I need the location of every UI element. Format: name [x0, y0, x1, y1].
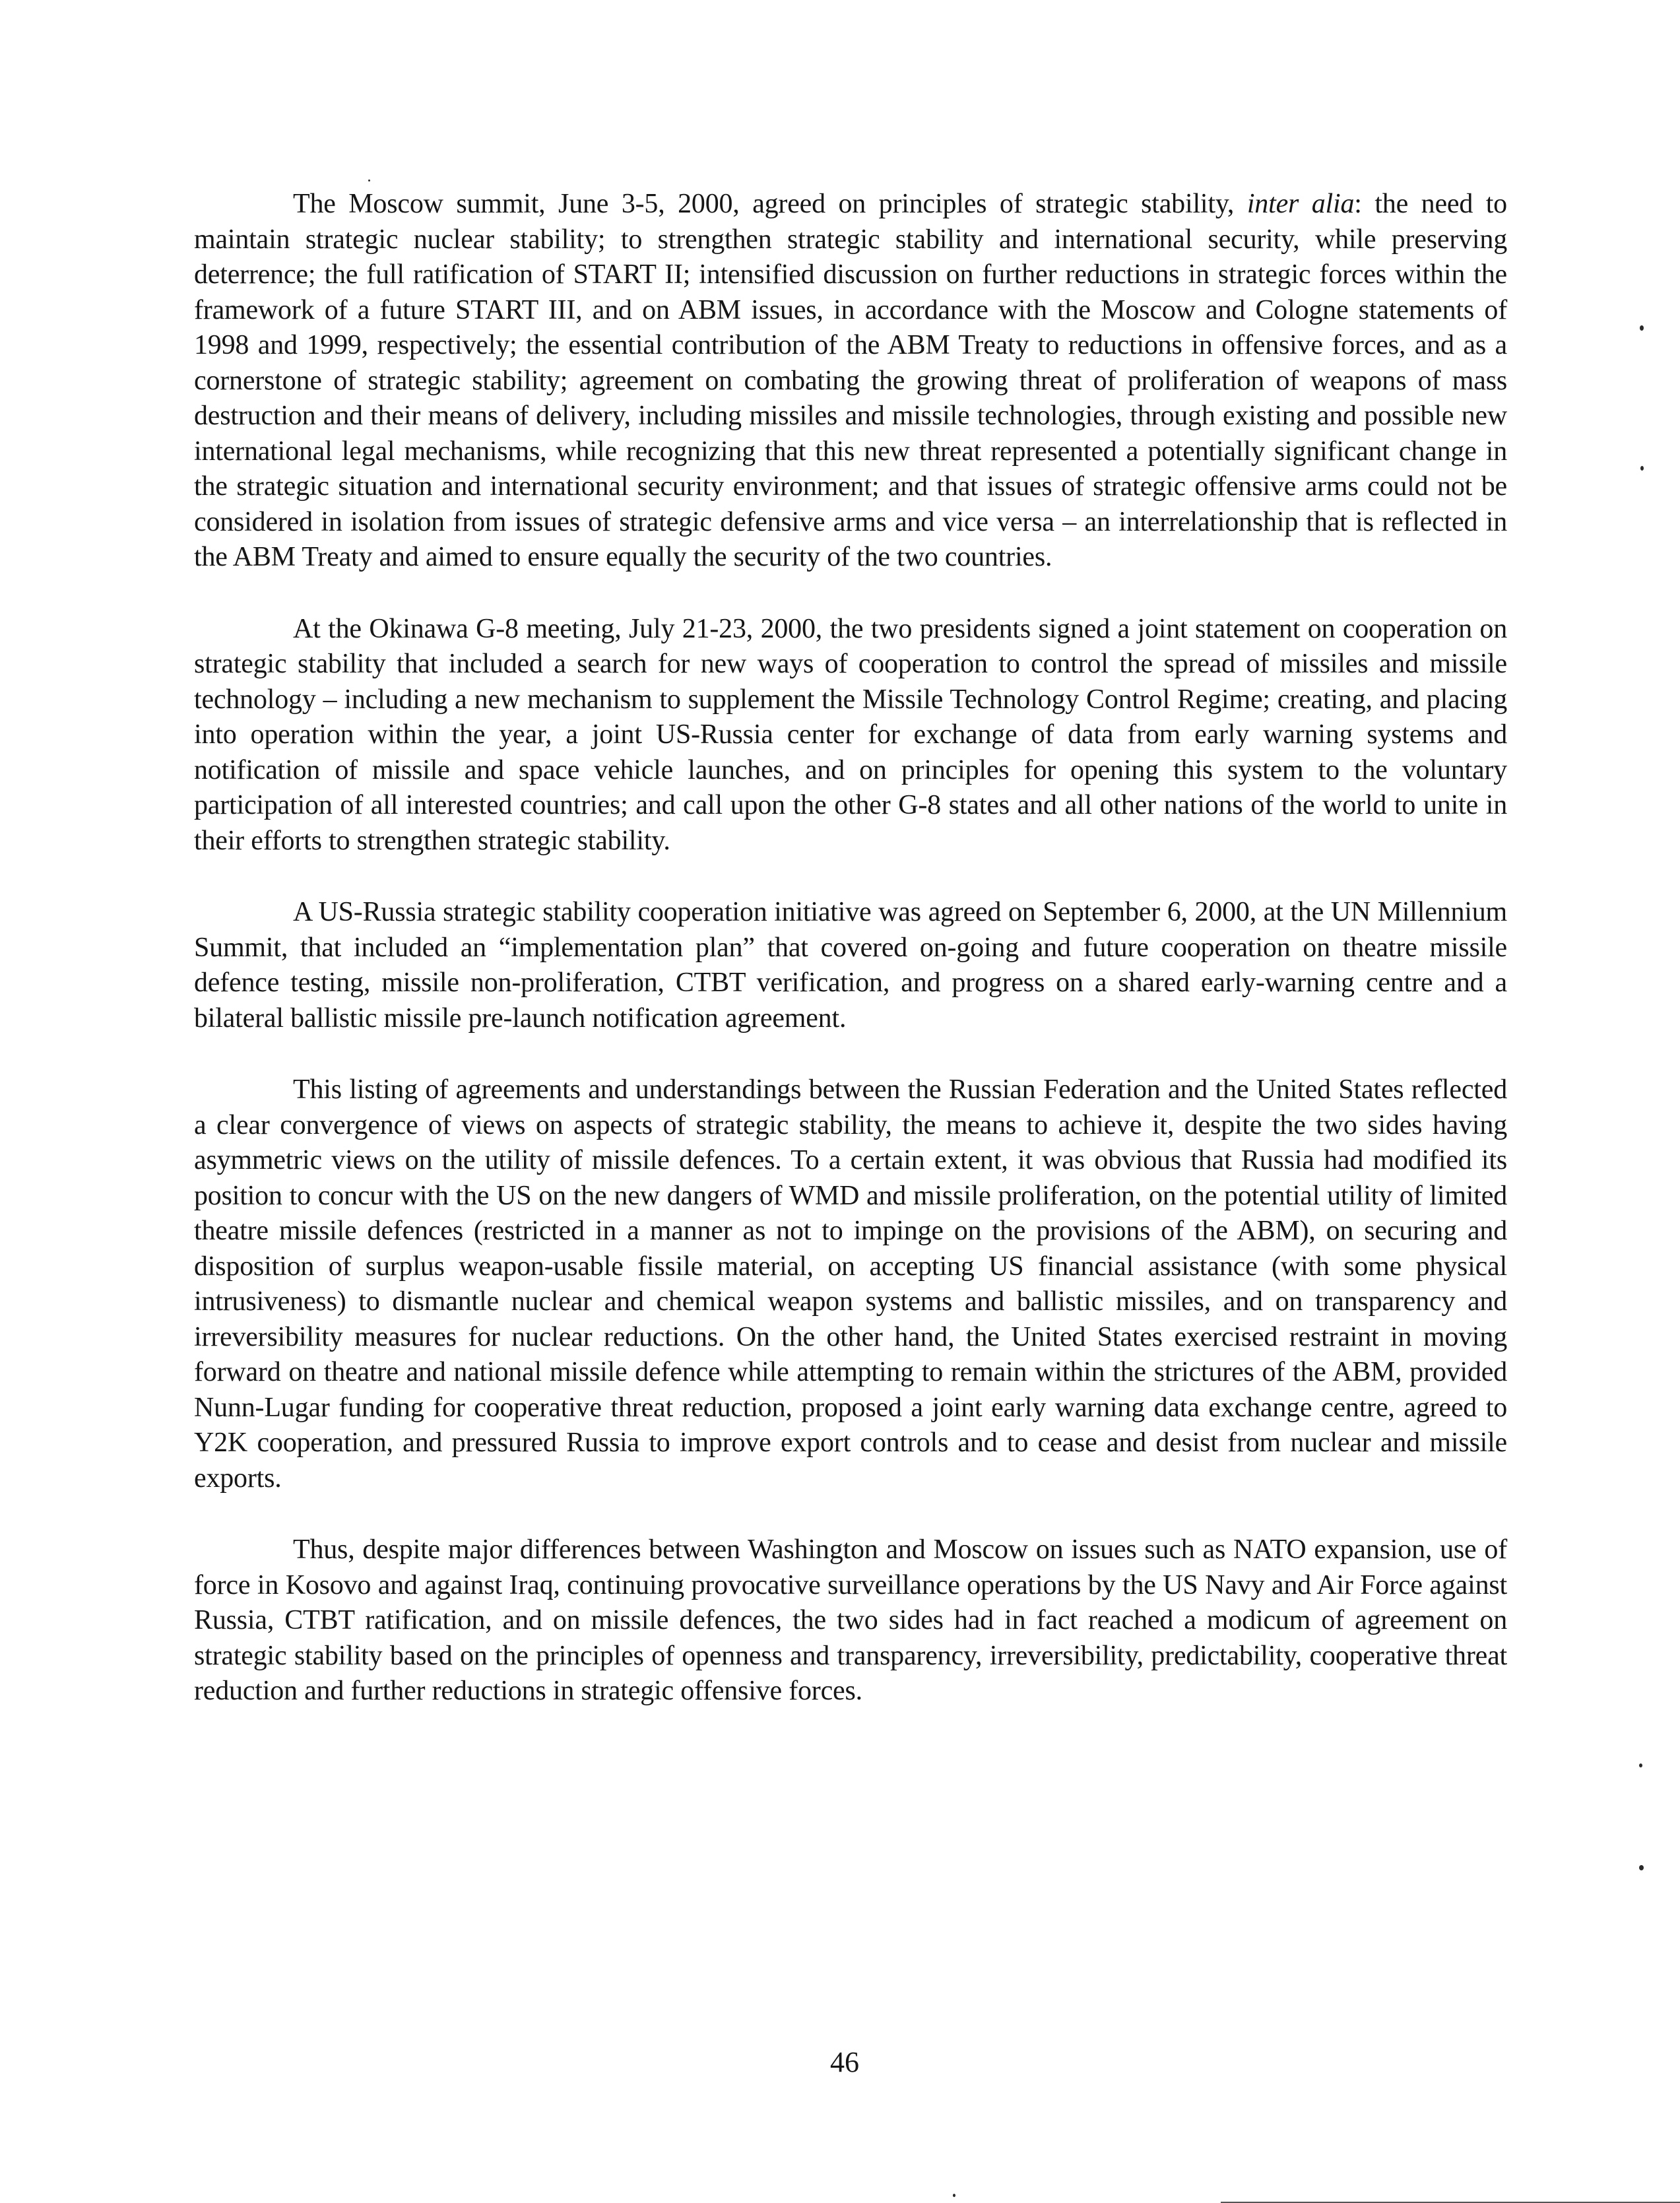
scan-speck: [1639, 1865, 1644, 1870]
paragraph-moscow-summit-lead: The Moscow summit, June 3-5, 2000, agreed on principles of strategic stability,: [293, 189, 1247, 219]
scan-speck: [1640, 466, 1644, 471]
paragraph-okinawa-g8: At the Okinawa G-8 meeting, July 21-23, 2000, the two presidents signed a joint statement on cooperation on strategic stability that included a search for new ways of cooperation to control the spread of missiles and missile technology – including a new mechanism to supplement the Missile Technology Control Regime; creating, and placing into operation within the year, a joint US-Russia center for exchange of data from early warning systems and notification of missile and space vehicle launches, and on principles for opening this system to the voluntary participation of all interested countries; and call upon the other G-8 states and all other nations of the world to unite in their efforts to strengthen strategic stability.: [194, 613, 1507, 856]
scan-speck: [953, 2194, 955, 2197]
italic-phrase: inter alia: [1246, 189, 1355, 219]
body-text: [194, 187, 1507, 1746]
paragraph-moscow-summit: [194, 187, 1507, 575]
paragraph-conclusion: Thus, despite major differences between Washington and Moscow on issues such as NATO expansion, use of force in Kosovo and against Iraq, continuing provocative surveillance operations by the US Navy and Air Force against Russia, CTBT ratification, and on missile defences, the two sides had in fact reached a modicum of agreement on strategic stability based on the principles of openness and transparency, irreversibility, predictability, cooperative threat reduction and further reductions in strategic offensive forces.: [194, 1534, 1507, 1706]
paragraph-agreements-listing: This listing of agreements and understandings between the Russian Federation and the United States reflected a clear convergence of views on aspects of strategic stability, the means to achieve it, despite the two sides having asymmetric views on the utility of missile defences. To a certain extent, it was obvious that Russia had modified its position to concur with the US on the new dangers of WMD and missile proliferation, on the potential utility of limited theatre missile defences (restricted in a manner as not to impinge on the provisions of the ABM), on securing and disposition of surplus weapon-usable fissile material, on accepting US financial assistance (with some physical intrusiveness) to dismantle nuclear and chemical weapon systems and ballistic missiles, and on transparency and irreversibility measures for nuclear reductions. On the other hand, the United States exercised restraint in moving forward on theatre and national missile defence while attempting to remain within the strictures of the ABM, provided Nunn-Lugar funding for cooperative threat reduction, proposed a joint early warning data exchange centre, agreed to Y2K cooperation, and pressured Russia to improve export controls and to cease and desist from nuclear and missile exports.: [194, 1074, 1507, 1494]
scan-speck: [368, 180, 370, 181]
scan-speck: [1639, 1763, 1642, 1767]
page-number: 46: [830, 2046, 859, 2078]
scan-speck: [1640, 325, 1644, 331]
paragraph-un-millennium-summit: A US-Russia strategic stability cooperation initiative was agreed on September 6, 2000, at the UN Millennium Summit, that included an “implementation plan” that covered on-going and future cooperation on theatre missile defence testing, missile non-proliferation, CTBT verification, and progress on a shared early-warning centre and a bilateral ballistic missile pre-launch notification agreement.: [194, 897, 1507, 1034]
paragraph-moscow-summit-rest: : the need to maintain strategic nuclear stability; to strengthen strategic stability and international security, while preserving deterrence; the full ratification of START II; intensified discussion on further reductions in strategic forces within the framework of a future START III, and on ABM issues, in accordance with the Moscow and Cologne statements of 1998 and 1999, respectively; the essential contribution of the ABM Treaty to reductions in offensive forces, and as a cornerstone of strategic stability; agreement on combating the growing threat of proliferation of weapons of mass destruction and their means of delivery, including missiles and missile technologies, through existing and possible new international legal mechanisms, while recognizing that this new threat represented a potentially significant change in the strategic situation and international security environment; and that issues of strategic offensive arms could not be considered in isolation from issues of strategic defensive arms and vice versa – an interrelationship that is reflected in the ABM Treaty and aimed to ensure equally the security of the two countries.: [194, 189, 1507, 572]
